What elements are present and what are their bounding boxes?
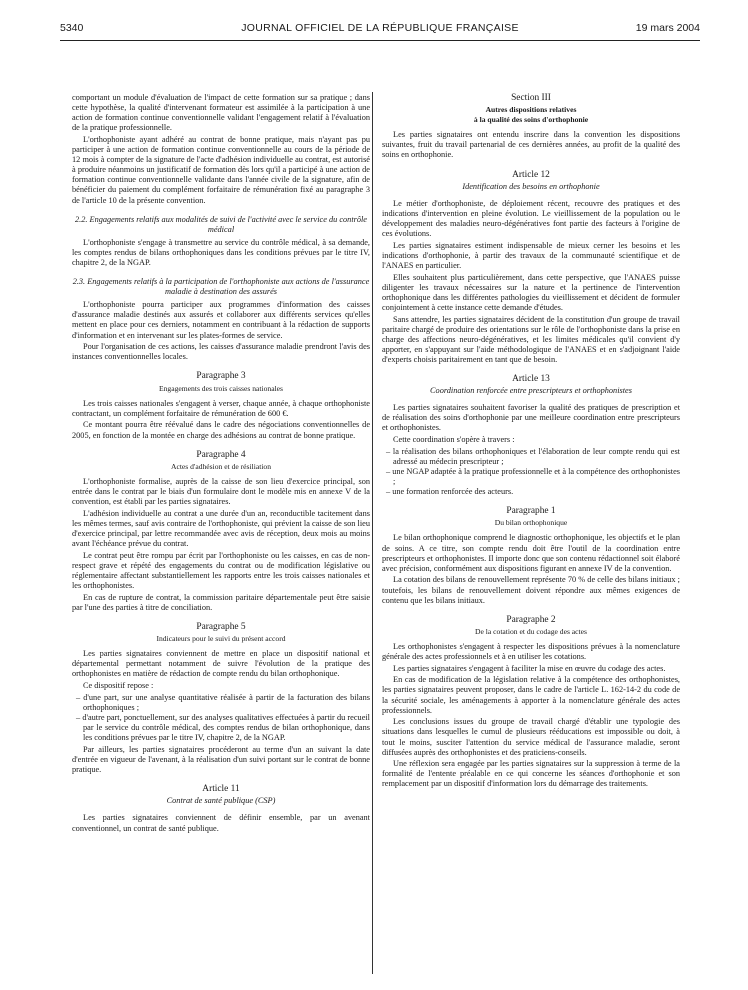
section-subtitle: Autres dispositions relatives	[485, 105, 577, 115]
article-title: Contrat de santé publique (CSP)	[166, 796, 276, 806]
page-header	[60, 20, 700, 38]
paragraph: Les conclusions issues du groupe de travail chargé d'établir une typologie des situations dans lesquelles le cumul de plusieurs rééducations est impossible ou doit, à tout le moins, susciter l'attention du service médical de l'assurance maladie, seront diffusées auprès des orthophonistes et des praticiens-conseils.	[382, 717, 680, 757]
paragraph-subheading: Indicateurs pour le suivi du présent accord	[156, 633, 286, 643]
paragraph: L'orthophoniste formalise, auprès de la caisse de son lieu d'exercice principal, son entrée dans le contrat par le biais d'un formulaire dont le modèle mis en annexe V de la convention, est établi par les parties signataires.	[72, 476, 370, 506]
paragraph-heading: Paragraphe 3	[196, 371, 246, 382]
paragraph: Les parties signataires ont entendu inscrire dans la convention les dispositions suivantes, fruit du travail partenarial de ces dernières années, au profit de la qualité des soins en orthophonie.	[382, 130, 680, 160]
paragraph-subheading: Engagements des trois caisses nationales	[159, 383, 283, 393]
paragraph-subheading: Actes d'adhésion et de résiliation	[170, 461, 272, 471]
list-item: – la réalisation des bilans orthophoniques et l'élaboration de leur compte rendu qui est adressé au médecin prescripteur ;	[382, 447, 680, 467]
paragraph-heading: Paragraphe 2	[506, 614, 556, 625]
paragraph: En cas de rupture de contrat, la commission paritaire départementale peut être saisie par l'une des parties à titre de conciliation.	[72, 592, 370, 612]
paragraph: L'orthophoniste pourra participer aux programmes d'information des caisses d'assurance maladie destinés aux assurés et collaborer aux différents services qu'elles mettent en place pour ces derniers, notamment en contribuant à la rédaction de supports d'information et en intervenant sur les plates-formes de service.	[72, 300, 370, 340]
article-heading: Article 13	[512, 374, 550, 385]
column-divider	[372, 92, 373, 974]
paragraph: Ce dispositif repose :	[83, 680, 154, 690]
paragraph: Pour l'organisation de ces actions, les caisses d'assurance maladie prendront l'avis des instances conventionnelles locales.	[72, 342, 370, 362]
subsection-title: 2.3. Engagements relatifs à la participation de l'orthophoniste aux actions de l'assurance maladie à destination des assurés	[72, 277, 370, 297]
paragraph: Par ailleurs, les parties signataires procéderont au terme d'un an suivant la date d'entrée en vigueur de l'avenant, à la réalisation d'un suivi portant sur le contrat de bonne pratique.	[72, 745, 370, 775]
subsection-title: 2.2. Engagements relatifs aux modalités de suivi de l'activité avec le service du contrôle médical	[74, 214, 367, 234]
article-title: Coordination renforcée entre prescripteurs et orthophonistes	[430, 386, 632, 396]
paragraph: L'orthophoniste s'engage à transmettre au service du contrôle médical, à sa demande, les comptes rendus de bilans orthophoniques dans les conditions prévues par le titre IV, chapitre 2, de la NGAP.	[72, 237, 370, 267]
paragraph-subheading: De la cotation et du codage des actes	[475, 626, 587, 636]
section-heading: Section III	[511, 93, 551, 103]
list-item: – d'autre part, ponctuellement, sur des analyses qualitatives effectuées à partir du recueil par le service du contrôle médical, des comptes rendus de bilan orthophonique, dans les conditions prévues par le titre IV, chapitre 2, de la NGAP.	[72, 713, 370, 743]
paragraph: Cette coordination s'opère à travers :	[393, 435, 515, 445]
issue-date: 19 mars 2004	[635, 22, 700, 34]
article-title: Identification des besoins en orthophonie	[462, 181, 600, 191]
article-heading: Article 12	[512, 169, 550, 180]
paragraph: Les trois caisses nationales s'engagent à verser, chaque année, à chaque orthophoniste contractant, un complément forfaitaire de rémunération de 600 €.	[72, 398, 370, 418]
right-column	[382, 93, 680, 791]
paragraph: L'adhésion individuelle au contrat a une durée d'un an, reconductible tacitement dans les mêmes termes, sauf avis contraire de l'orthophoniste, qui prévient la caisse de son lieu d'exercice principal, par lettre recommandée avec avis de réception, deux mois au moins avant l'échéance prévue du contrat.	[72, 508, 370, 548]
list-item: – une formation renforcée des acteurs.	[382, 487, 680, 497]
list-item: – une NGAP adaptée à la pratique professionnelle et à la compétence des orthophonistes ;	[382, 467, 680, 487]
article-heading: Article 11	[202, 784, 240, 795]
paragraph: Le bilan orthophonique comprend le diagnostic orthophonique, les objectifs et le plan de soins. A ce titre, son compte rendu doit être l'outil de la coordination entre prescripteurs et orthophonistes. Il importe donc que son contenu rédactionnel soit élaboré avec précision, conformément aux dispositions figurant en annexe IV de la convention.	[382, 533, 680, 573]
paragraph-heading: Paragraphe 5	[196, 621, 246, 632]
page-number: 5340	[60, 22, 84, 34]
bullet-list	[72, 693, 370, 743]
paragraph: Le contrat peut être rompu par écrit par l'orthophoniste ou les caisses, en cas de non-respect grave et répété des engagements du contrat ou de modification législative ou réglementaire affectant substantiellement les rapports entre les trois caisses nationales et les orthophonistes.	[72, 550, 370, 590]
paragraph-subheading: Du bilan orthophonique	[494, 518, 568, 528]
left-column	[72, 93, 370, 835]
paragraph: Les parties signataires estiment indispensable de mieux cerner les besoins et les indications d'orthophonie, à partir des travaux de la communauté scientifique et de l'ANAES en particulier.	[382, 240, 680, 270]
paragraph-heading: Paragraphe 4	[196, 449, 246, 460]
bullet-list	[382, 447, 680, 497]
section-subtitle: à la qualité des soins d'orthophonie	[473, 115, 589, 125]
paragraph: Sans attendre, les parties signataires décident de la constitution d'un groupe de travail paritaire chargé de produire des orientations sur le rôle de l'orthophoniste dans la prise en charge des affections neuro-dégénératives, et les limites médicales qu'il convient d'y apporter, en s'appuyant sur l'aide méthodologique de l'ANAES et en s'adjoignant l'aide d'experts choisis paritairement en tant que de besoin.	[382, 314, 680, 364]
paragraph: La cotation des bilans de renouvellement représente 70 % de celle des bilans initiaux ; toutefois, les bilans de renouvellement doivent répondre aux mêmes exigences de contenu que les bilans initiaux.	[382, 575, 680, 605]
paragraph: Les parties signataires conviennent de mettre en place un dispositif national et départemental permettant notamment de suivre l'évolution de la pratique des orthophonistes en matière de rédaction de compte rendu du bilan orthophonique.	[72, 648, 370, 679]
header-rule	[60, 40, 700, 41]
paragraph: L'orthophoniste ayant adhéré au contrat de bonne pratique, mais n'ayant pas pu participer à une action de formation continue conventionnelle au cours de la période de 12 mois à compter de la signature de l'acte d'adhésion individuelle au contrat, est autorisé à produire néanmoins un justificatif de formation dès lors qu'il a participé à une action de formation continue conventionnelle validante dans l'année civile de la signature, afin de bénéficier du paiement du complément forfaitaire de rémunération fixé au paragraphe 3 de l'article 10 de la présente convention.	[72, 134, 370, 205]
paragraph: Les parties signataires s'engagent à faciliter la mise en œuvre du codage des actes.	[393, 663, 666, 673]
paragraph-heading: Paragraphe 1	[506, 506, 556, 517]
paragraph: Le métier d'orthophoniste, de déploiement récent, recouvre des pratiques et des indications d'intervention en pleine évolution. Le vieillissement de la population ou le développement des maladies neuro-dégénératives font partie des facteurs à l'origine de ces évolutions.	[382, 198, 680, 239]
paragraph: comportant un module d'évaluation de l'impact de cette formation sur sa pratique ; dans cette hypothèse, la qualité d'intervenant formateur est assimilée à la participation à une action de formation continue conventionnelle validant l'engagement relatif à l'évaluation de la pratique professionnelle.	[72, 93, 370, 133]
paragraph: Les orthophonistes s'engagent à respecter les dispositions prévues à la nomenclature générale des actes professionnels et à en utiliser les cotations.	[382, 641, 680, 661]
list-item: – d'une part, sur une analyse quantitative réalisée à partir de la facturation des bilans orthophoniques ;	[72, 693, 370, 713]
journal-title: JOURNAL OFFICIEL DE LA RÉPUBLIQUE FRANÇAISE	[241, 22, 519, 34]
paragraph: Elles souhaitent plus particulièrement, dans cette perspective, que l'ANAES puisse diligenter les travaux nécessaires sur la nature et la pertinence de l'intervention orthophonique dans les différentes pathologies du vieillissement et décident de formuler conjointement à cette instance cette demande d'études.	[382, 272, 680, 312]
paragraph: Ce montant pourra être réévalué dans le cadre des négociations conventionnelles de 2005, en fonction de la montée en charge des adhésions au contrat de bonne pratique.	[72, 420, 370, 440]
paragraph: Les parties signataires conviennent de définir ensemble, par un avenant conventionnel, un contrat de santé publique.	[72, 813, 370, 833]
paragraph: Une réflexion sera engagée par les parties signataires sur la suppression à terme de la formalité de l'entente préalable en ce qui concerne les séances d'orthophonie et son remplacement par un dispositif d'information lors du démarrage des traitements.	[382, 759, 680, 789]
paragraph: Les parties signataires souhaitent favoriser la qualité des pratiques de prescription et de réalisation des soins d'orthophonie par une meilleure coordination entre prescripteurs et orthophonistes.	[382, 403, 680, 433]
paragraph: En cas de modification de la législation relative à la compétence des orthophonistes, les parties signataires peuvent proposer, dans le cadre de l'article L. 162-14-2 du code de la sécurité sociale, les aménagements à apporter à la nomenclature générale des actes professionnels.	[382, 675, 680, 715]
